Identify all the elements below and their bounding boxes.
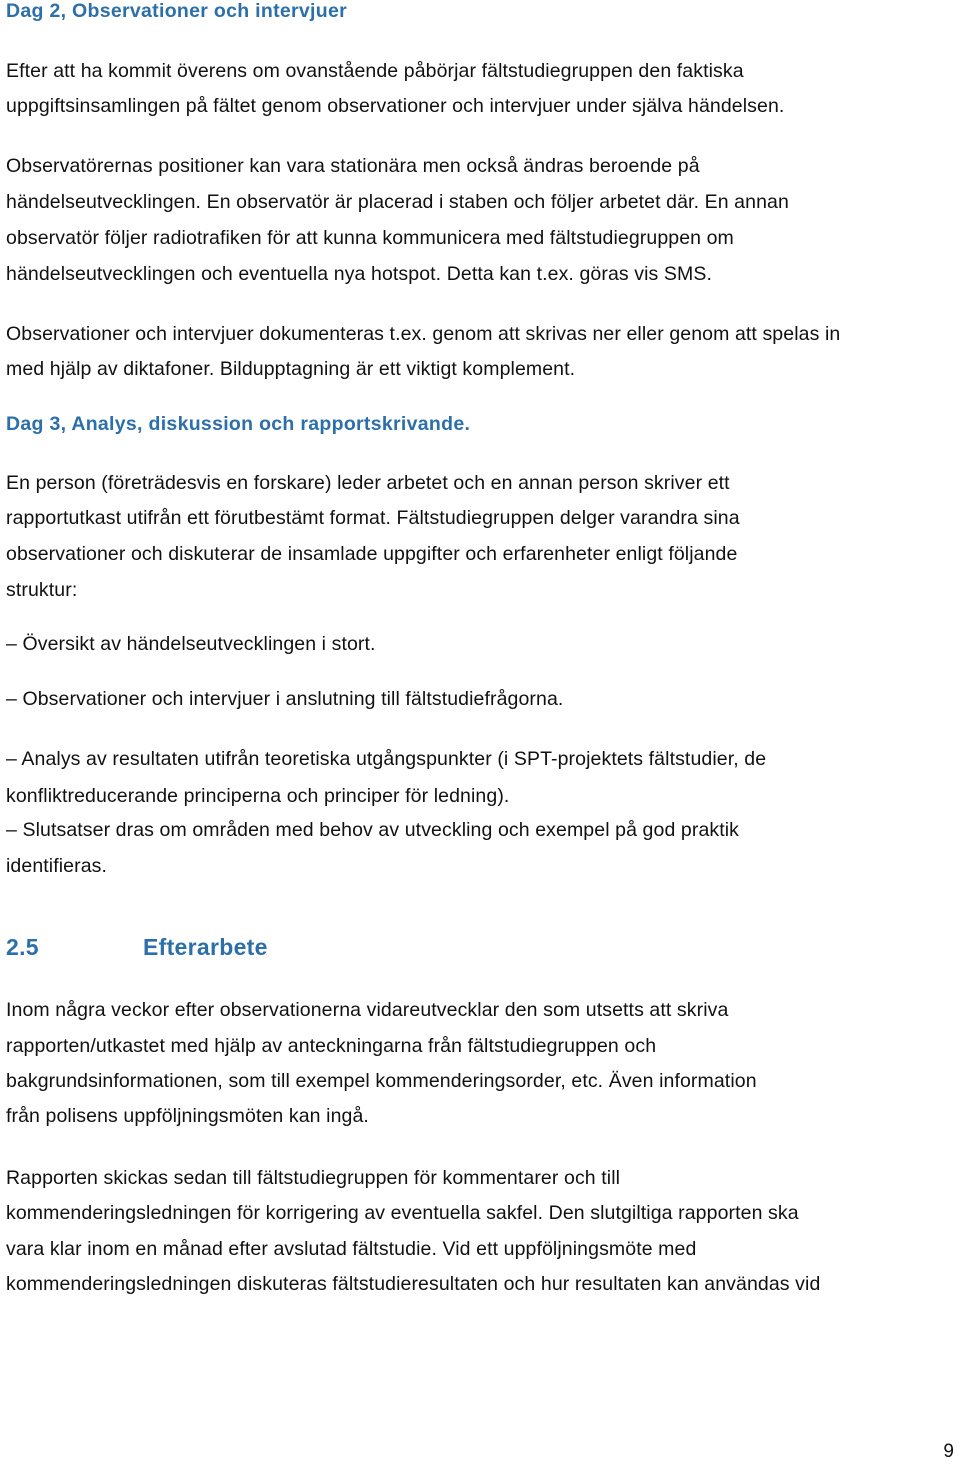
heading-dag2: Dag 2, Observationer och intervjuer — [6, 0, 348, 22]
text-line: observationer och diskuterar de insamlade uppgifter och erfarenheter enligt följande — [6, 543, 738, 565]
text-line: kommenderingsledningen för korrigering av eventuella sakfel. Den slutgiltiga rapporten ska — [6, 1202, 799, 1224]
text-line: med hjälp av diktafoner. Bildupptagning är ett viktigt komplement. — [6, 358, 576, 380]
list-item-continuation: konfliktreducerande principerna och principer för ledning). — [6, 785, 510, 807]
text-line: En person (företrädesvis en forskare) leder arbetet och en annan person skriver ett — [6, 472, 730, 494]
text-line: händelseutvecklingen och eventuella nya hotspot. Detta kan t.ex. göras vis SMS. — [6, 263, 712, 285]
text-line: observatör följer radiotrafiken för att kunna kommunicera med fältstudiegruppen om — [6, 227, 734, 249]
section-title: Efterarbete — [143, 934, 268, 960]
list-item: – Analys av resultaten utifrån teoretiska utgångspunkter (i SPT-projektets fältstudier, de — [6, 748, 767, 770]
text-line: rapporten/utkastet med hjälp av anteckningarna från fältstudiegruppen och — [6, 1035, 657, 1057]
list-item-continuation: identifieras. — [6, 855, 108, 877]
text-line: Rapporten skickas sedan till fältstudiegruppen för kommentarer och till — [6, 1167, 621, 1189]
text-line: rapportutkast utifrån ett förutbestämt format. Fältstudiegruppen delger varandra sina — [6, 507, 740, 529]
page-number: 9 — [943, 1441, 954, 1462]
list-item: – Översikt av händelseutvecklingen i stort. — [6, 633, 376, 655]
section-number: 2.5 — [6, 934, 39, 960]
text-line: Efter att ha kommit överens om ovanstående påbörjar fältstudiegruppen den faktiska — [6, 60, 744, 82]
text-line: Observatörernas positioner kan vara stationära men också ändras beroende på — [6, 155, 700, 177]
text-line: Observationer och intervjuer dokumenteras t.ex. genom att skrivas ner eller genom att spelas in — [6, 323, 841, 345]
text-line: uppgiftsinsamlingen på fältet genom observationer och intervjuer under själva händelsen. — [6, 95, 785, 117]
text-line: händelseutvecklingen. En observatör är placerad i staben och följer arbetet där. En annan — [6, 191, 789, 213]
text-line: struktur: — [6, 579, 78, 601]
heading-dag3: Dag 3, Analys, diskussion och rapportskrivande. — [6, 413, 471, 435]
text-line: vara klar inom en månad efter avslutad fältstudie. Vid ett uppföljningsmöte med — [6, 1238, 697, 1260]
list-item: – Slutsatser dras om områden med behov av utveckling och exempel på god praktik — [6, 819, 740, 841]
list-item: – Observationer och intervjuer i anslutning till fältstudiefrågorna. — [6, 688, 564, 710]
text-line: kommenderingsledningen diskuteras fältstudieresultaten och hur resultaten kan användas vid — [6, 1273, 821, 1295]
text-line: Inom några veckor efter observationerna vidareutvecklar den som utsetts att skriva — [6, 999, 729, 1021]
text-line: från polisens uppföljningsmöten kan ingå. — [6, 1105, 369, 1127]
text-line: bakgrundsinformationen, som till exempel kommenderingsorder, etc. Även information — [6, 1070, 757, 1092]
